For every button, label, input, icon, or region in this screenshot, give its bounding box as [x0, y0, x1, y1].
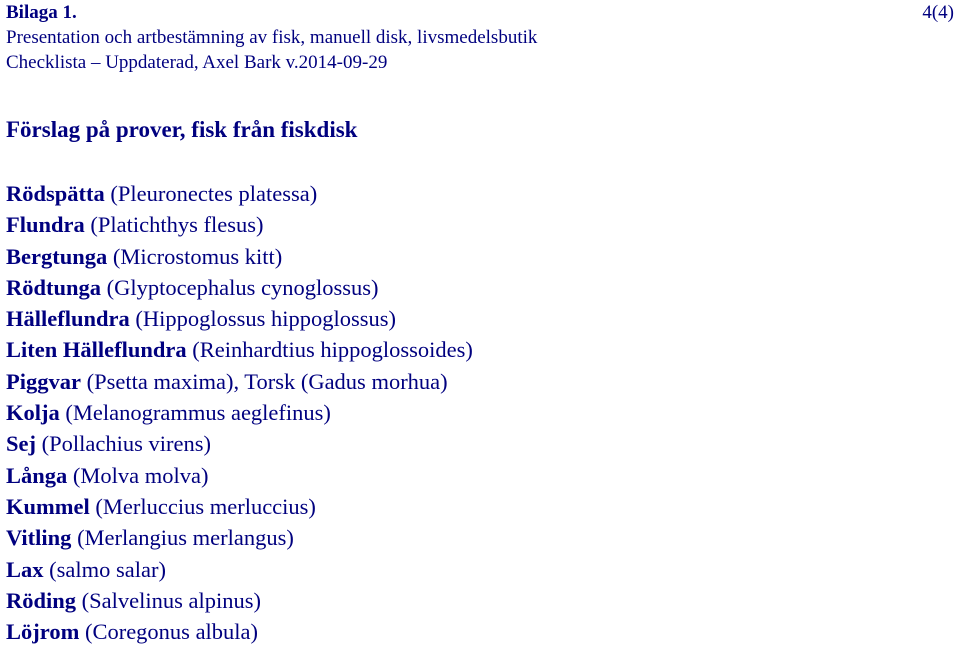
appendix-label: Bilaga 1. — [6, 2, 77, 23]
fish-item — [6, 209, 473, 240]
document-subtitle: Checklista – Uppdaterad, Axel Bark v.2014-09-29 — [6, 52, 388, 73]
fish-common-name: Röding — [6, 587, 77, 613]
fish-scientific-name: (Microstomus kitt) — [107, 243, 283, 269]
fish-common-name: Rödspätta — [6, 181, 105, 206]
fish-scientific-name: (Platichthys flesus) — [84, 212, 264, 238]
fish-item — [6, 491, 473, 522]
document-title: Presentation och artbestämning av fisk, manuell disk, livsmedelsbutik — [6, 27, 538, 48]
fish-common-name: Liten Hälleflundra — [6, 337, 187, 363]
fish-item — [6, 522, 473, 553]
fish-scientific-name: (Merluccius merluccius) — [89, 493, 316, 519]
fish-scientific-name: (Glyptocephalus cynoglossus) — [101, 274, 379, 300]
fish-common-name: Kummel — [6, 493, 90, 519]
fish-item — [6, 241, 473, 272]
fish-list — [6, 178, 473, 647]
fish-item — [6, 616, 473, 647]
fish-scientific-name: (Salvelinus alpinus) — [76, 587, 262, 613]
fish-item — [6, 428, 473, 459]
fish-scientific-name: (salmo salar) — [43, 556, 166, 582]
fish-scientific-name: (Melanogrammus aeglefinus) — [59, 400, 331, 426]
fish-scientific-name: (Molva molva) — [67, 462, 209, 488]
fish-item — [6, 460, 473, 491]
fish-scientific-name: (Merlangius merlangus) — [71, 525, 294, 551]
fish-scientific-name: (Psetta maxima), Torsk (Gadus morhua) — [80, 368, 448, 394]
fish-item — [6, 554, 473, 585]
fish-item — [6, 585, 473, 616]
fish-common-name: Hälleflundra — [6, 306, 130, 332]
fish-common-name: Bergtunga — [6, 243, 108, 269]
fish-common-name: Flundra — [6, 212, 85, 238]
header-first-line — [6, 0, 954, 25]
fish-common-name: Långa — [6, 462, 68, 488]
fish-scientific-name: (Pleuronectes platessa) — [104, 181, 318, 206]
fish-common-name: Rödtunga — [6, 274, 102, 300]
fish-common-name: Piggvar — [6, 368, 81, 394]
fish-item — [6, 272, 473, 303]
fish-item — [6, 178, 473, 209]
page-number: 4(4) — [922, 2, 954, 23]
fish-common-name: Kolja — [6, 400, 60, 426]
section-title: Förslag på prover, fisk från fiskdisk — [6, 117, 358, 142]
fish-common-name: Sej — [6, 431, 36, 457]
fish-item — [6, 303, 473, 334]
fish-common-name: Löjrom — [6, 619, 80, 645]
fish-common-name: Vitling — [6, 525, 72, 551]
fish-item — [6, 334, 473, 365]
fish-common-name: Lax — [6, 556, 44, 582]
fish-scientific-name: (Reinhardtius hippoglossoides) — [186, 337, 473, 363]
fish-item — [6, 397, 473, 428]
fish-item — [6, 366, 473, 397]
document-header — [6, 0, 954, 75]
fish-scientific-name: (Coregonus albula) — [79, 619, 259, 645]
fish-scientific-name: (Pollachius virens) — [36, 431, 211, 457]
fish-scientific-name: (Hippoglossus hippoglossus) — [129, 306, 397, 332]
